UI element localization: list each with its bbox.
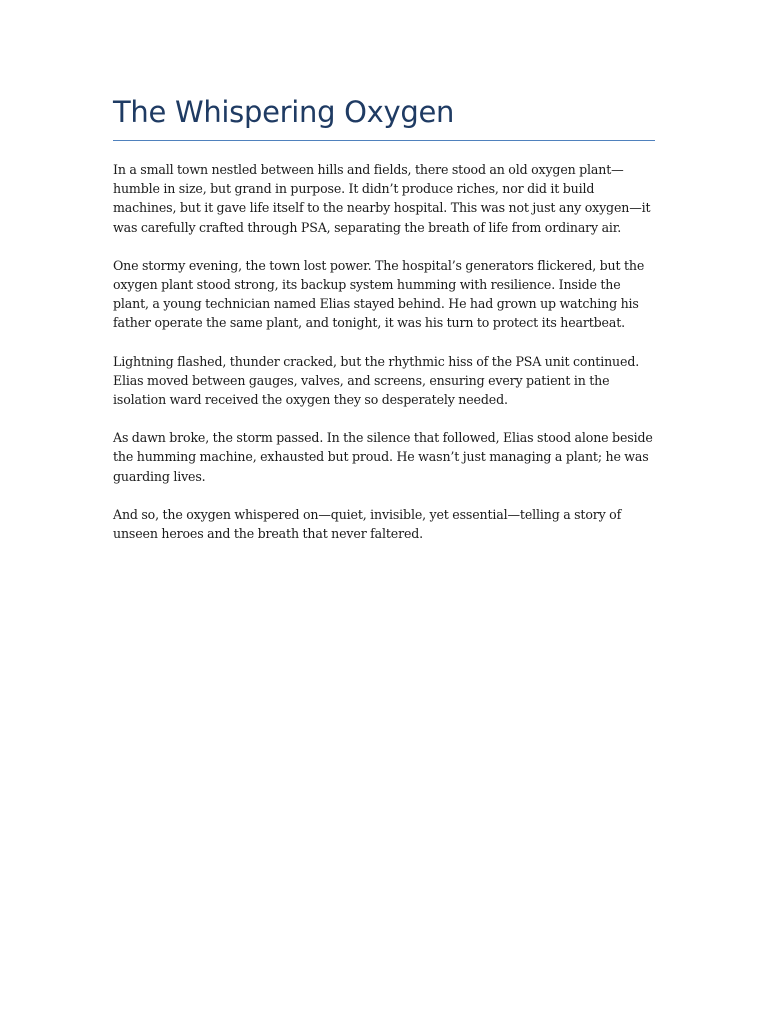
document-body — [113, 92, 655, 562]
document-title: The Whispering Oxygen — [113, 95, 455, 129]
paragraph-1: In a small town nestled between hills and fields, there stood an old oxygen plant—humble in size, but grand in purpose. It didn’t produce riches, nor did it build machines, but it gave life itself to the nearby hospital. This was not just any oxygen—it was carefully crafted through PSA, separating the breath of life from ordinary air. — [113, 162, 651, 235]
paragraph-3: Lightning flashed, thunder cracked, but the rhythmic hiss of the PSA unit continued. Elias moved between gauges, valves, and screens, ensuring every patient in the isolation ward received the oxygen they so desperately needed. — [113, 353, 640, 408]
paragraph-2: One stormy evening, the town lost power. The hospital’s generators flickered, but the oxygen plant stood strong, its backup system humming with resilience. Inside the plant, a young technician named Elias stayed behind. He had grown up watching his father operate the same plant, and tonight, it was his turn to protect its heartbeat. — [113, 257, 645, 331]
paragraph-5: And so, the oxygen whispered on—quiet, invisible, yet essential—telling a story of unseen heroes and the breath that never faltered. — [113, 506, 622, 542]
paragraph-4: As dawn broke, the storm passed. In the silence that followed, Elias stood alone beside the humming machine, exhausted but proud. He wasn’t just managing a plant; he was guarding lives. — [113, 430, 653, 484]
title-underline-rule — [113, 140, 655, 141]
